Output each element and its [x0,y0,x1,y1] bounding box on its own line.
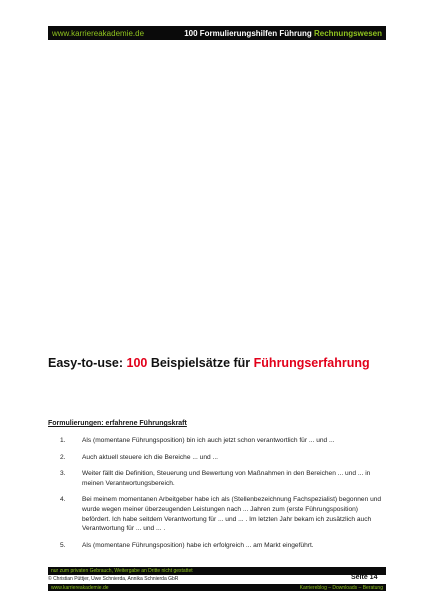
item-number: 5. [60,541,66,549]
list-item [48,541,384,551]
phrase-list [48,436,384,557]
title-part2: Beispielsätze für [147,356,254,370]
item-text: Als (momentane Führungsposition) bin ich auch jetzt schon verantwortlich für ... und ... [82,437,335,444]
page-header [48,26,386,40]
page-footer [48,584,386,591]
title-number: 100 [126,356,148,370]
item-number: 4. [60,496,66,504]
header-title [184,29,382,38]
header-title-prefix: 100 Formulierungshilfen Führung [184,28,312,38]
title-part1: Easy-to-use: [48,356,127,370]
page-title [48,356,370,370]
list-item [48,436,384,446]
list-item [48,469,384,488]
list-item [48,495,384,533]
item-text: Bei meinem momentanen Arbeitgeber habe ich als (Stellenbezeichnung Fachspezialist) begonnen und wurde wegen meiner überzeugenden Leistungen nach ... Jahren zum (erste Führungsposition) befördert. Ich habe seitdem Verantwortung für ... und ... . Im letzten Jahr bekam ich zusätzlich auch Verantwortung für ... und ... . [82,496,382,533]
footer-copyright: © Christian Püttjer, Uwe Schnierda, Annika Schnierda GbR [48,576,179,582]
footer-site-link[interactable]: www.karriereakademie.de [51,584,109,591]
header-title-highlight: Rechnungswesen [313,28,382,38]
item-number: 2. [60,453,66,461]
footer-usage-note: nur zum privaten Gebrauch, Weitergabe an Dritte nicht gestattet [48,567,386,575]
item-text: Weiter fällt die Definition, Steuerung und Bewertung von Maßnahmen in den Bereichen ... und ... in meinen Verantwortungsbereich. [82,470,371,487]
item-text: Als (momentane Führungsposition) habe ich erfolgreich ... am Markt eingeführt. [82,541,314,549]
title-highlight: Führungserfahrung [253,356,370,370]
list-item [48,453,384,463]
item-number: 3. [60,470,66,478]
section-heading: Formulierungen: erfahrene Führungskraft [48,420,187,427]
page-number: Seite 14 [351,574,378,581]
item-number: 1. [60,437,66,444]
footer-links[interactable]: Karriereblog – Downloads – Beratung [299,584,383,591]
header-site-link[interactable]: www.karriereakademie.de [52,28,145,38]
item-text: Auch aktuell steuere ich die Bereiche ... und ... [82,453,218,461]
